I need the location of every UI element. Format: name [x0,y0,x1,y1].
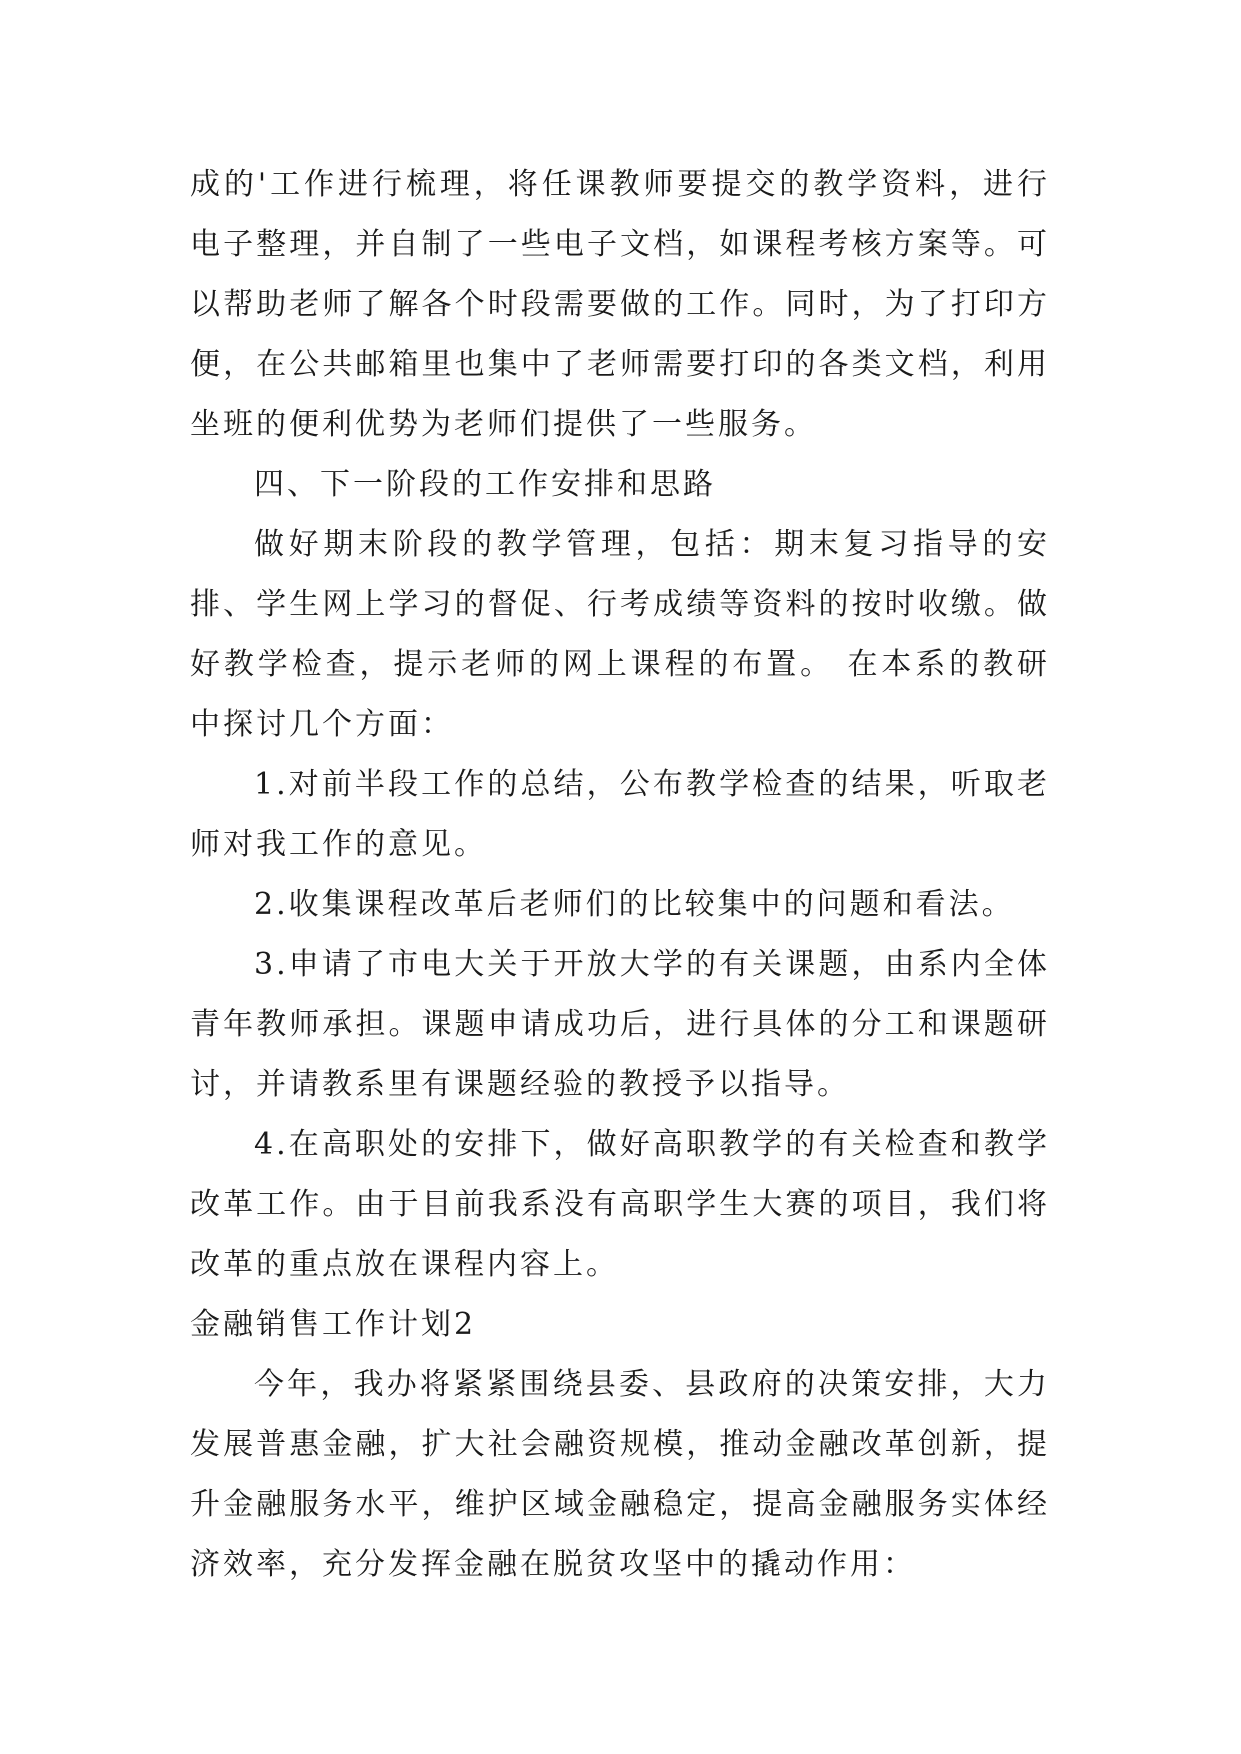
document-page [190,155,1050,1595]
list-item-4: 4.在高职处的安排下，做好高职教学的有关检查和教学改革工作。由于目前我系没有高职学生大赛的项目，我们将改革的重点放在课程内容上。 [190,1127,1050,1282]
paragraph-continued: 成的'工作进行梳理，将任课教师要提交的教学资料，进行电子整理，并自制了一些电子文档，如课程考核方案等。可以帮助老师了解各个时段需要做的工作。同时，为了打印方便，在公共邮箱里也集中了老师需要打印的各类文档，利用坐班的便利优势为老师们提供了一些服务。 [190,167,1050,442]
section-title: 金融销售工作计划2 [190,1307,477,1342]
paragraph-plan-intro: 今年，我办将紧紧围绕县委、县政府的决策安排，大力发展普惠金融，扩大社会融资规模，推动金融改革创新，提升金融服务水平，维护区域金融稳定，提高金融服务实体经济效率，充分发挥金融在脱贫攻坚中的撬动作用： [190,1367,1050,1582]
list-item-1: 1.对前半段工作的总结，公布教学检查的结果，听取老师对我工作的意见。 [190,767,1050,862]
list-item-2: 2.收集课程改革后老师们的比较集中的问题和看法。 [254,887,1015,922]
paragraph-final-stage: 做好期末阶段的教学管理，包括：期末复习指导的安排、学生网上学习的督促、行考成绩等资料的按时收缴。做好教学检查，提示老师的网上课程的布置。 在本系的教研中探讨几个方面： [190,527,1050,742]
list-item-3: 3.申请了市电大关于开放大学的有关课题，由系内全体青年教师承担。课题申请成功后，进行具体的分工和课题研讨，并请教系里有课题经验的教授予以指导。 [190,947,1050,1102]
section-heading-four: 四、下一阶段的工作安排和思路 [254,467,716,502]
